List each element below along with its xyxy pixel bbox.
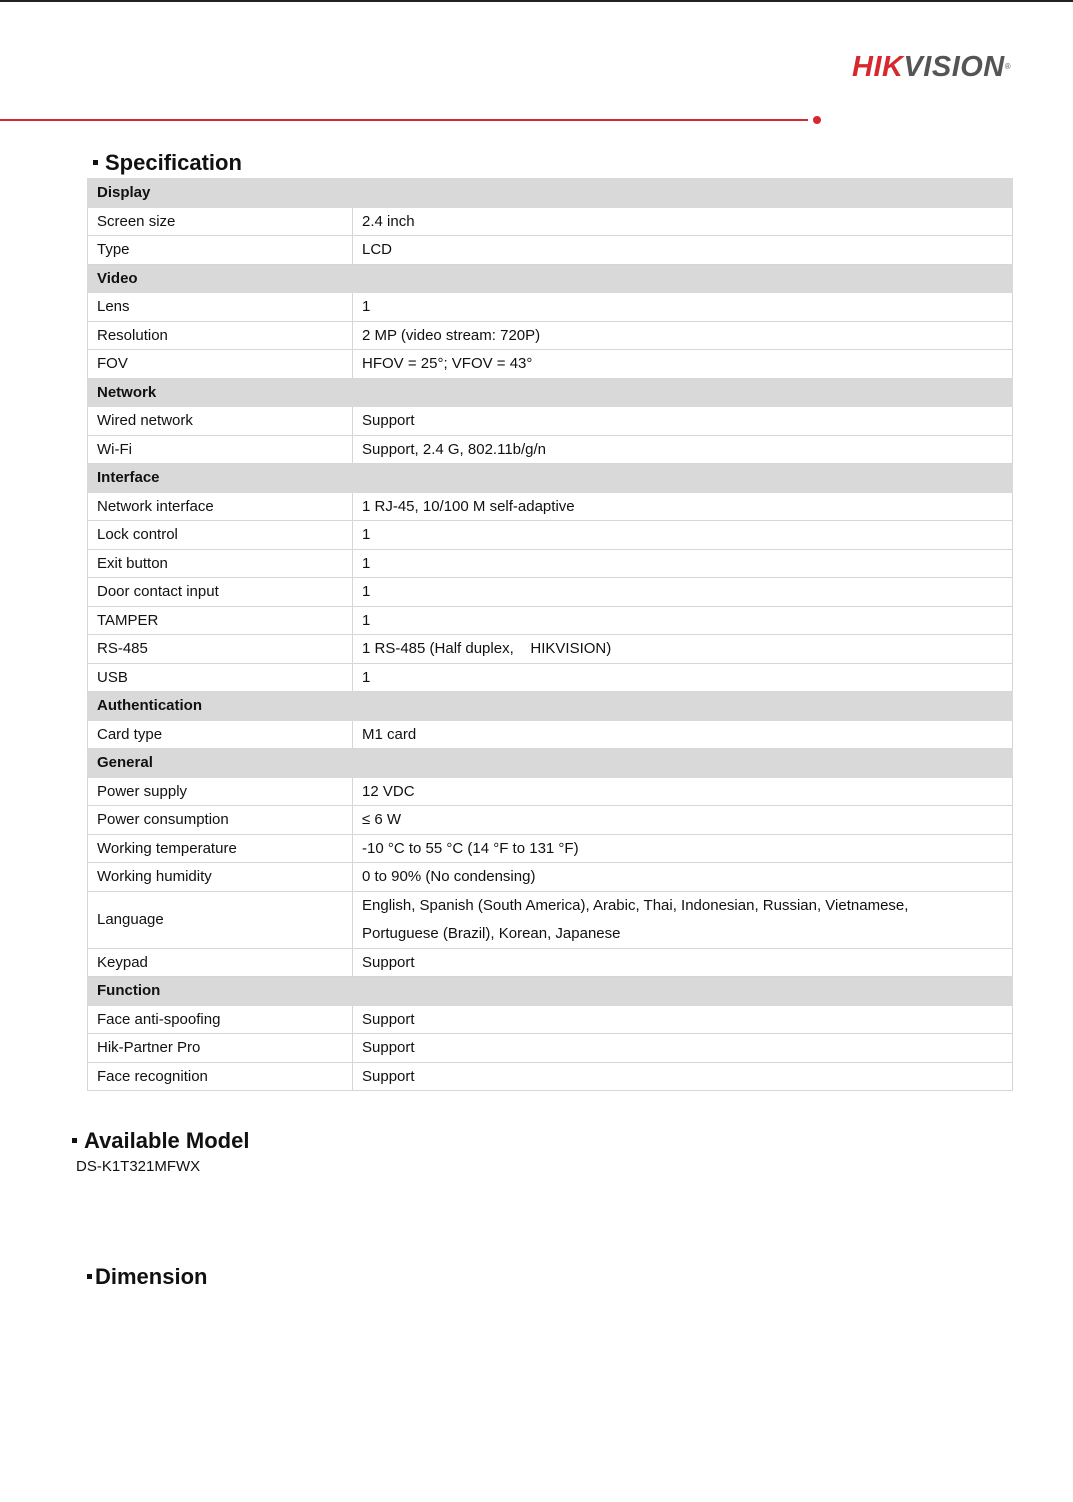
spec-label: USB xyxy=(88,663,353,692)
spec-value: Support xyxy=(353,948,1013,977)
header-red-dot xyxy=(813,116,821,124)
table-row xyxy=(88,635,1013,664)
logo-hik-text: HIK xyxy=(852,51,904,83)
table-row xyxy=(88,549,1013,578)
table-row xyxy=(88,435,1013,464)
spec-label: Screen size xyxy=(88,207,353,236)
table-row xyxy=(88,293,1013,322)
spec-value: 1 xyxy=(353,293,1013,322)
spec-value: -10 °C to 55 °C (14 °F to 131 °F) xyxy=(353,834,1013,863)
logo-registered-mark: ® xyxy=(1004,62,1012,71)
group-row-general xyxy=(88,749,1013,778)
spec-value: 1 RJ-45, 10/100 M self-adaptive xyxy=(353,492,1013,521)
spec-value: HFOV = 25°; VFOV = 43° xyxy=(353,350,1013,379)
table-row xyxy=(88,834,1013,863)
table-row xyxy=(88,207,1013,236)
group-title: Video xyxy=(88,264,1013,293)
spec-label: Door contact input xyxy=(88,578,353,607)
spec-value: 1 xyxy=(353,663,1013,692)
spec-label: Exit button xyxy=(88,549,353,578)
spec-label: Keypad xyxy=(88,948,353,977)
spec-label: Lens xyxy=(88,293,353,322)
table-row xyxy=(88,236,1013,265)
spec-value: Support xyxy=(353,1034,1013,1063)
table-row xyxy=(88,578,1013,607)
available-model-heading xyxy=(72,1128,249,1154)
specification-table xyxy=(87,178,1013,1091)
specification-heading-text: Specification xyxy=(105,150,242,175)
spec-label: Working temperature xyxy=(88,834,353,863)
model-number: DS-K1T321MFWX xyxy=(76,1158,201,1175)
logo-vision-text: VISION xyxy=(903,51,1005,83)
group-title: Network xyxy=(88,378,1013,407)
spec-value: Support xyxy=(353,407,1013,436)
spec-label: Card type xyxy=(88,720,353,749)
spec-label: Language xyxy=(88,891,353,948)
spec-value-line: English, Spanish (South America), Arabic, Thai, Indonesian, Russian, Vietnamese, xyxy=(362,896,909,914)
spec-value xyxy=(353,891,1013,948)
spec-label: Wired network xyxy=(88,407,353,436)
spec-label: Hik-Partner Pro xyxy=(88,1034,353,1063)
spec-label: Power consumption xyxy=(88,806,353,835)
spec-label: Face anti-spoofing xyxy=(88,1005,353,1034)
spec-value: 1 xyxy=(353,549,1013,578)
top-border-line xyxy=(0,0,1073,2)
table-row xyxy=(88,1034,1013,1063)
spec-value: 0 to 90% (No condensing) xyxy=(353,863,1013,892)
spec-label: Power supply xyxy=(88,777,353,806)
spec-value: 1 RS-485 (Half duplex, HIKVISION) xyxy=(353,635,1013,664)
spec-value: 1 xyxy=(353,521,1013,550)
table-row xyxy=(88,863,1013,892)
spec-value: Support, 2.4 G, 802.11b/g/n xyxy=(353,435,1013,464)
available-model-heading-text: Available Model xyxy=(84,1128,250,1153)
spec-label: RS-485 xyxy=(88,635,353,664)
spec-label: Lock control xyxy=(88,521,353,550)
table-row xyxy=(88,606,1013,635)
table-row xyxy=(88,521,1013,550)
group-title: Display xyxy=(88,179,1013,208)
group-row-video xyxy=(88,264,1013,293)
bullet-icon xyxy=(72,1138,77,1143)
spec-label: TAMPER xyxy=(88,606,353,635)
spec-label: Network interface xyxy=(88,492,353,521)
table-row xyxy=(88,1005,1013,1034)
table-row xyxy=(88,321,1013,350)
spec-value: ≤ 6 W xyxy=(353,806,1013,835)
table-row xyxy=(88,806,1013,835)
table-row xyxy=(88,891,1013,948)
spec-value: 1 xyxy=(353,606,1013,635)
bullet-icon xyxy=(87,1274,92,1279)
spec-value: LCD xyxy=(353,236,1013,265)
spec-value: Support xyxy=(353,1005,1013,1034)
table-row xyxy=(88,777,1013,806)
spec-label: Wi-Fi xyxy=(88,435,353,464)
spec-label: FOV xyxy=(88,350,353,379)
hikvision-logo xyxy=(852,50,1011,84)
table-row xyxy=(88,1062,1013,1091)
table-row xyxy=(88,350,1013,379)
spec-value: 12 VDC xyxy=(353,777,1013,806)
spec-label: Resolution xyxy=(88,321,353,350)
group-title: Interface xyxy=(88,464,1013,493)
table-row xyxy=(88,720,1013,749)
dimension-heading-text: Dimension xyxy=(95,1264,208,1289)
spec-value: 2.4 inch xyxy=(353,207,1013,236)
group-title: Function xyxy=(88,977,1013,1006)
bullet-icon xyxy=(93,160,98,165)
spec-value: Support xyxy=(353,1062,1013,1091)
group-row-authentication xyxy=(88,692,1013,721)
spec-value: 1 xyxy=(353,578,1013,607)
table-row xyxy=(88,407,1013,436)
spec-value: 2 MP (video stream: 720P) xyxy=(353,321,1013,350)
group-title: General xyxy=(88,749,1013,778)
table-row xyxy=(88,663,1013,692)
spec-label: Type xyxy=(88,236,353,265)
table-row xyxy=(88,492,1013,521)
spec-label: Face recognition xyxy=(88,1062,353,1091)
group-title: Authentication xyxy=(88,692,1013,721)
group-row-display xyxy=(88,179,1013,208)
group-row-interface xyxy=(88,464,1013,493)
table-row xyxy=(88,948,1013,977)
group-row-network xyxy=(88,378,1013,407)
spec-label: Working humidity xyxy=(88,863,353,892)
dimension-heading xyxy=(87,1264,207,1290)
group-row-function xyxy=(88,977,1013,1006)
spec-value: M1 card xyxy=(353,720,1013,749)
specification-heading xyxy=(93,150,242,176)
spec-value-line: Portuguese (Brazil), Korean, Japanese xyxy=(362,924,621,942)
header-red-line xyxy=(0,119,808,121)
